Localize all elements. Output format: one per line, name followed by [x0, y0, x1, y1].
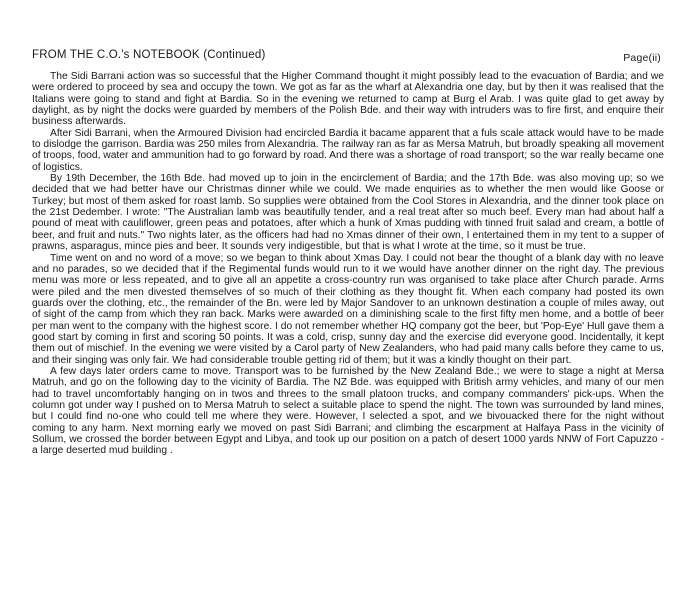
paragraph-christmas-dinner: By 19th December, the 16th Bde. had moved up to join in the encirclement of Bardia; and the 17th Bde. was also moving up; so we decided that we had better have our Christmas dinner while we could. We made enquiries as to whether the men would like Goose or Turkey; but most of them asked for roast lamb. So supplies were obtained from the Cool Stores in Alexandria, and the dinner took place on the 21st Dedember. I wrote: "The Australian lamb was beautifully tender, and a real treat after so much beef. Every man had about half a pound of meat with cauliflower, green peas and potatoes, after which a hunk of Xmas pudding with tinned fruit salad and cream, a bottle of beer, and fruit and nuts." Two nights later, as the officers had had no Xmas dinner of their own, I entertained them in my tent to a supper of prawns, asparagus, mince pies and beer. It sounds very indigestible, but that is what I wrote at the time, so it must be true.	[32, 173, 664, 253]
paragraph-orders-to-move: A few days later orders came to move. Transport was to be furnished by the New Zealand Bde.; we were to stage a night at Mersa Matruh, and go on the following day to the vicinity of Bardia. The NZ Bde. was equipped with British army vehicles, and many of our men had to travel uncomfortably hanging on in twos and threes to the small platoon trucks, and company commanders' pick-ups. When the column got under way I pushed on to Mersa Matruh to select a suitable place to spend the night. The town was surrounded by land mines, but I could find no-one who could tell me where they were. However, I selected a spot, and we bivouacked there for the night without coming to any harm. Next morning early we moved on past Sidi Barrani; and climbing the escarpment at Halfaya Pass in the vicinity of Sollum, we crossed the border between Egypt and Libya, and took up our position on a patch of desert 1000 yards NNW of Fort Capuzzo - a large deserted mud building .	[32, 365, 664, 457]
paragraph-xmas-day: Time went on and no word of a move; so we began to think about Xmas Day. I could not bear the thought of a blank day with no leave and no parades, so we decided that if the Regimental funds would run to it we would have another dinner on the right day. The previous menu was more or less repeated, and to give all an appetite a cross-country run was organised to take place after Church parade. Arms were piled and the men divested themselves of so much of their clothing as they thought fit. When each company had posted its own guards over the clothing, etc., the remainder of the Bn. were led by Major Sandover to an unknown destination a couple of miles away, out of sight of the camp from which they ran back. Marks were awarded on a diminishing scale to the first fifty men home, and a bottle of beer per man went to the company with the highest score. I do not remember whether HQ company got the beer, but 'Pop-Eye' Hull gave them a good start by coming in first and scoring 50 points. It was a cold, crisp, sunny day and the exercise did everyone good. Incidentally, it kept them out of mischief. In the evening we were visited by a Carol party of New Zealanders, who had paid many calls before they came to us, and their singing was only fair. We had considerable trouble getting rid of them; but it was a kindly thought on their part.	[32, 252, 664, 366]
page-title: FROM THE C.O.'s NOTEBOOK (Continued)	[32, 49, 266, 61]
paragraph-after-sidi-barrani: After Sidi Barrani, when the Armoured Division had encircled Bardia it bacame apparent that a fuls scale attack would have to be made to dislodge the garrison. Bardia was 250 miles from Alexandria. The railway ran as far as Mersa Matruh, but broadly speaking all movement of troops, food, water and ammunition had to go forward by road. And there was a shortage of road transport; so the war really became one of logistics.	[32, 127, 664, 173]
page-number: Page(ii)	[623, 52, 661, 64]
page-header	[32, 49, 661, 65]
paragraph-sidi-barrani-action: The Sidi Barrani action was so successful that the Higher Command thought it might possibly lead to the evacuation of Bardia; and we were ordered to proceed by sea and occupy the town. We got as far as the wharf at Alexandria one day, but by then it was realised that the Italians were going to stand and fight at Bardia. So in the evening we returned to camp at Burg el Arab. I was quite glad to get away by daylight, as by night the docks were guarded by members of the Polish Bde. and their way with intruders was to fire first, and enquire their business afterwards.	[32, 71, 664, 128]
body-text	[32, 71, 664, 457]
